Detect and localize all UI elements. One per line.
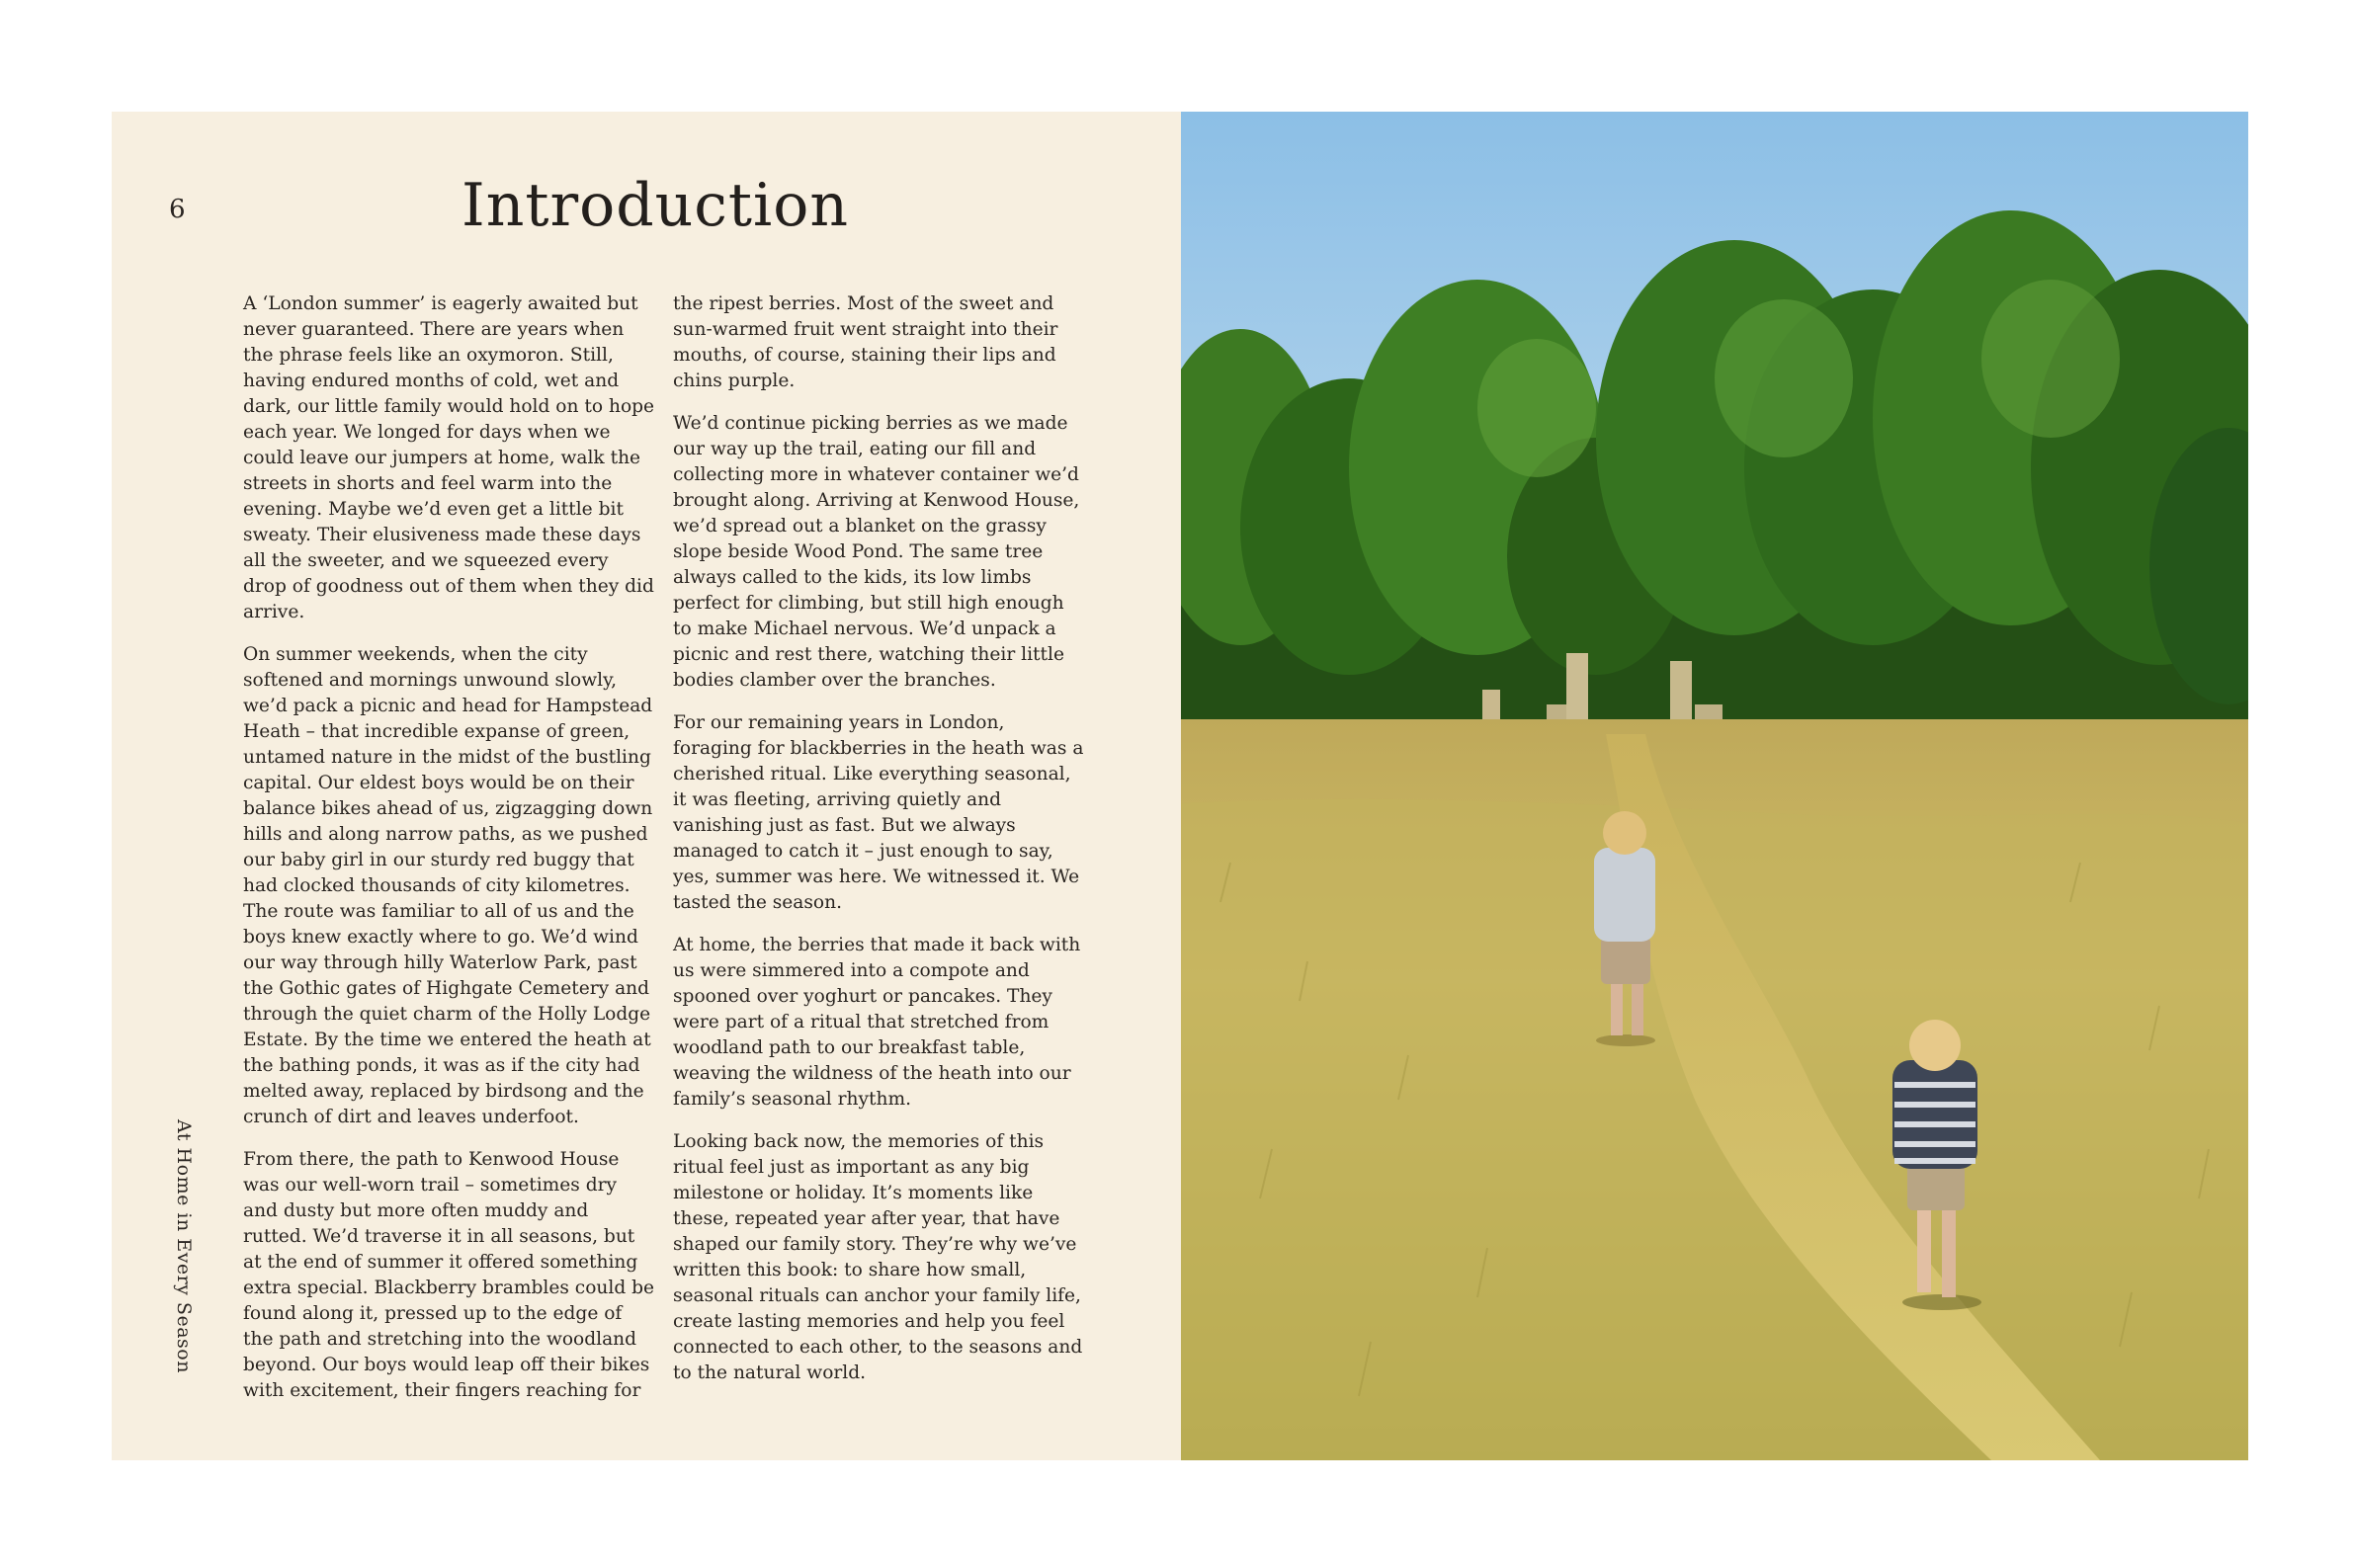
book-spread xyxy=(112,112,2248,1460)
text-column-left xyxy=(243,291,656,1421)
meadow-photo xyxy=(1181,112,2248,1460)
paragraph: the ripest berries. Most of the sweet and sun-warmed fruit went straight into their mouths, of course, staining their lips and chins purple. xyxy=(673,293,1058,391)
paragraph: From there, the path to Kenwood House was our well-worn trail – sometimes dry and dusty but more often muddy and rutted. We’d traverse it in all seasons, but at the end of summer it offered something extra special. Blackberry brambles could be found along it, pressed up to the edge of the path and stretching into the woodland beyond. Our boys would leap off their bikes with excitement, their fingers reaching for xyxy=(243,1149,655,1401)
running-head: At Home in Every Season xyxy=(173,1119,195,1373)
paragraph: A ‘London summer’ is eagerly awaited but never guaranteed. There are years when the phrase feels like an oxymoron. Still, having endured months of cold, wet and dark, our little family would hold on to hope each year. We longed for days when we could leave our jumpers at home, walk the streets in shorts and feel warm into the evening. Maybe we’d even get a little bit sweaty. Their elusiveness made these days all the sweeter, and we squeezed every drop of goodness out of them when they did arrive. xyxy=(243,293,655,622)
page-number: 6 xyxy=(169,195,186,224)
paragraph: Looking back now, the memories of this ritual feel just as important as any big milestone or holiday. It’s moments like these, repeated year after year, that have shaped our family story. They’re why we’ve written this book: to share how small, seasonal rituals can anchor your family life, create lasting memories and help you feel connected to each other, to the seasons and to the natural world. xyxy=(673,1131,1083,1383)
paragraph: At home, the berries that made it back with us were simmered into a compote and spooned over yoghurt or pancakes. They were part of a ritual that stretched from woodland path to our breakfast table, weaving the wildness of the heath into our family’s seasonal rhythm. xyxy=(673,935,1081,1110)
text-page xyxy=(112,112,1181,1460)
paragraph: For our remaining years in London, foraging for blackberries in the heath was a cherished ritual. Like everything seasonal, it was fleeting, arriving quietly and vanishing just as fast. But we always managed to catch it – just enough to say, yes, summer was here. We witnessed it. We tasted the season. xyxy=(673,712,1084,913)
text-column-right xyxy=(673,291,1086,1403)
page-title: Introduction xyxy=(462,171,849,240)
paragraph: We’d continue picking berries as we made our way up the trail, eating our fill and collecting more in whatever container we’d brought along. Arriving at Kenwood House, we’d spread out a blanket on the grassy slope beside Wood Pond. The same tree always called to the kids, its low limbs perfect for climbing, but still high enough to make Michael nervous. We’d unpack a picnic and rest there, watching their little bodies clamber over the branches. xyxy=(673,413,1080,691)
paragraph: On summer weekends, when the city softened and mornings unwound slowly, we’d pack a picnic and head for Hampstead Heath – that incredible expanse of green, untamed nature in the midst of the bustling capital. Our eldest boys would be on their balance bikes ahead of us, zigzagging down hills and along narrow paths, as we pushed our baby girl in our sturdy red buggy that had clocked thousands of city kilometres. The route was familiar to all of us and the boys knew exactly where to go. We’d wind our way through hilly Waterlow Park, past the Gothic gates of Highgate Cemetery and through the quiet charm of the Holly Lodge Estate. By the time we entered the heath at the bathing ponds, it was as if the city had melted away, replaced by birdsong and the crunch of dirt and leaves underfoot. xyxy=(243,644,653,1127)
